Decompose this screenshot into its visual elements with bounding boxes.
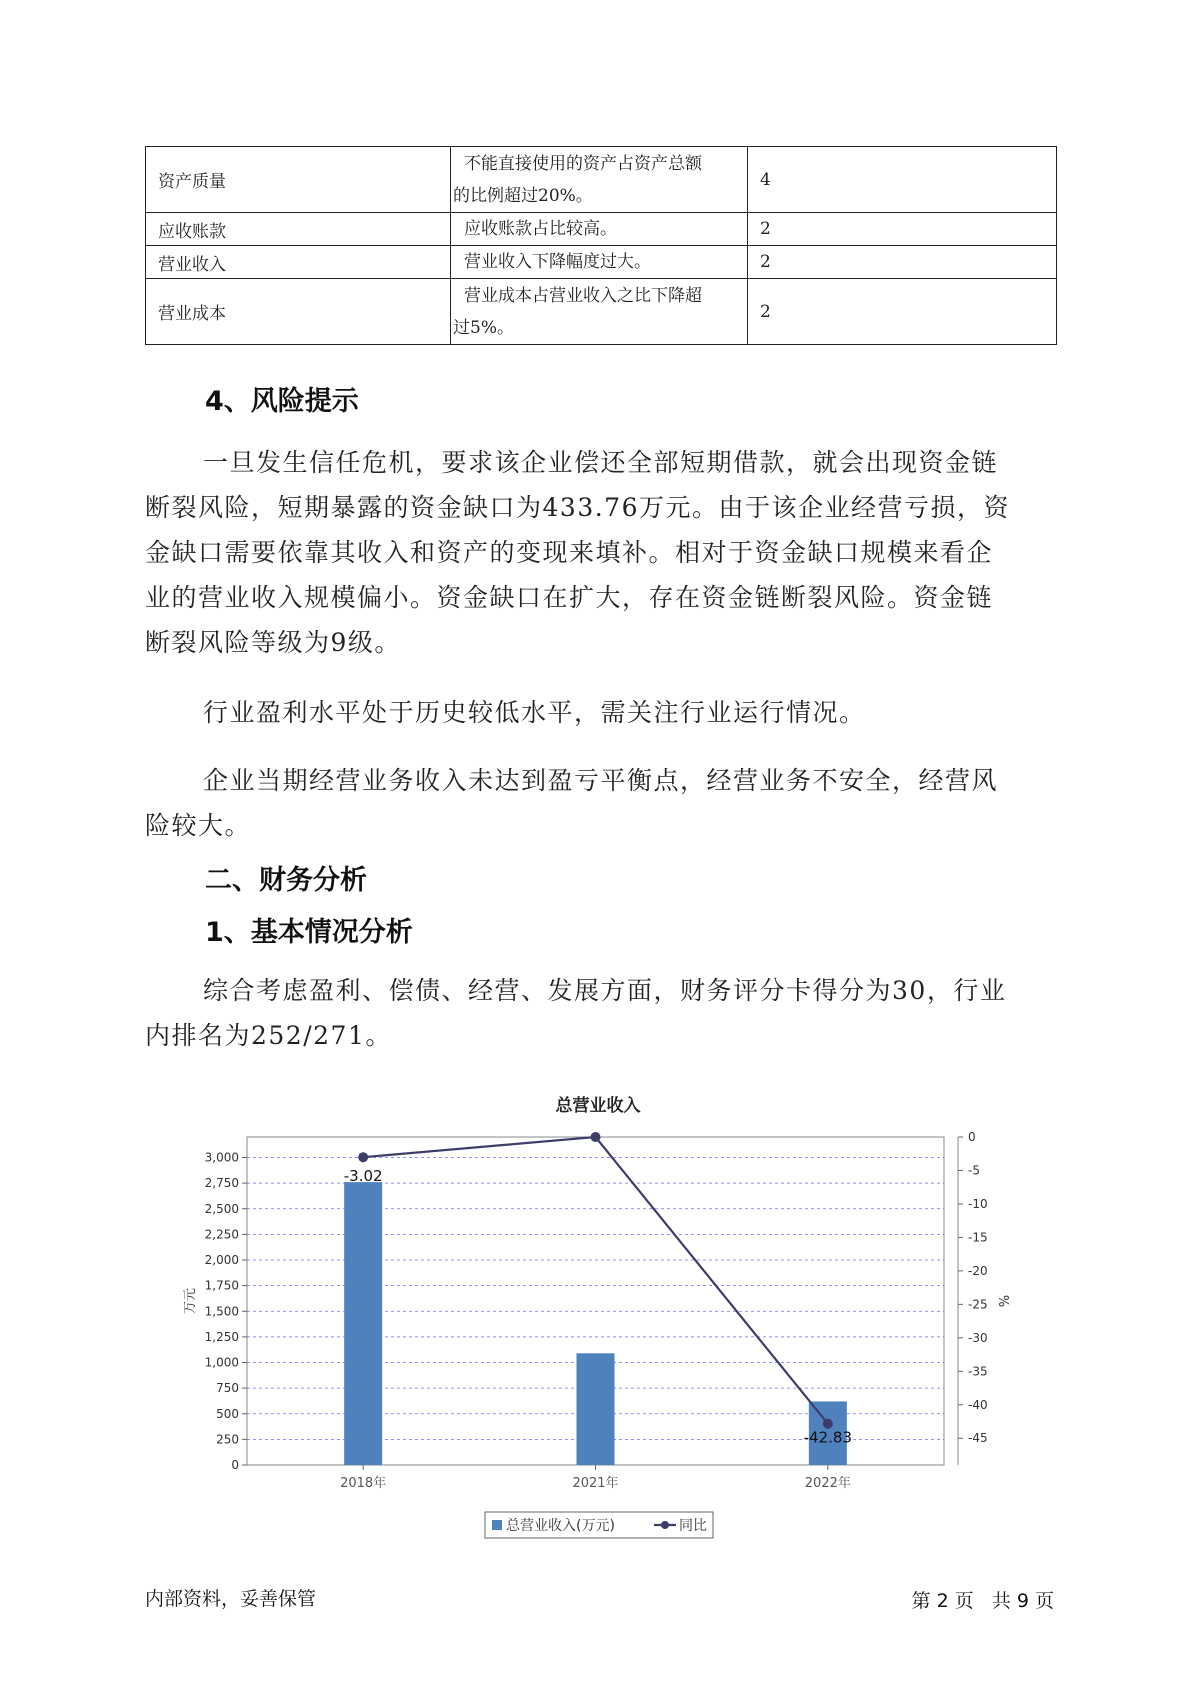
y2-tick-label: -30 xyxy=(968,1330,988,1345)
paragraph-line: 金缺口需要依靠其收入和资产的变现来填补。相对于资金缺口规模来看企 xyxy=(145,538,994,567)
risk-description-line: 营业成本占营业收入之比下降超 xyxy=(464,285,702,306)
y-tick-label: 250 xyxy=(216,1432,239,1447)
legend-label: 总营业收入(万元) xyxy=(506,1518,615,1534)
paragraph-line: 综合考虑盈利、偿债、经营、发展方面，财务评分卡得分为30，行业 xyxy=(203,976,1007,1005)
x-tick-label: 2021年 xyxy=(572,1476,619,1491)
risk-level: 2 xyxy=(748,213,1057,246)
revenue-chart xyxy=(0,1080,1191,1550)
y2-tick-label: -15 xyxy=(968,1230,988,1245)
risk-table xyxy=(145,146,1057,345)
y-axis-label: 万元 xyxy=(183,1287,198,1315)
y2-tick-label: -35 xyxy=(968,1364,988,1379)
risk-paragraph-2: 行业盈利水平处于历史较低水平，需关注行业运行情况。 xyxy=(203,698,866,727)
legend-line-marker xyxy=(661,1521,669,1529)
finance-heading: 二、财务分析 xyxy=(205,865,367,896)
line-point xyxy=(823,1419,833,1429)
data-label: -42.83 xyxy=(803,1428,853,1447)
risk-paragraph-3 xyxy=(145,758,1065,848)
bar xyxy=(577,1353,615,1465)
y2-tick-label: -40 xyxy=(968,1397,988,1412)
table-row xyxy=(146,279,1057,345)
risk-description-line: 营业收入下降幅度过大。 xyxy=(464,252,651,272)
y2-axis-label: % xyxy=(995,1294,1010,1308)
y2-tick-label: 0 xyxy=(968,1130,976,1144)
risk-level: 2 xyxy=(748,279,1057,345)
y2-tick-label: -5 xyxy=(968,1163,980,1178)
risk-description xyxy=(451,279,748,345)
y-tick-label: 2,750 xyxy=(204,1176,239,1191)
legend-bar-swatch xyxy=(492,1520,502,1530)
risk-item: 营业成本 xyxy=(146,279,451,345)
x-tick-label: 2018年 xyxy=(340,1476,387,1491)
paragraph-line: 业的营业收入规模偏小。资金缺口在扩大，存在资金链断裂风险。资金链 xyxy=(145,583,994,612)
legend-label: 同比 xyxy=(679,1518,707,1534)
risk-description xyxy=(451,147,748,213)
y-tick-label: 750 xyxy=(216,1381,239,1396)
footer-page-number: 第 2 页 共 9 页 xyxy=(911,1590,1054,1612)
y-tick-label: 2,000 xyxy=(204,1253,239,1267)
risk-item: 营业收入 xyxy=(146,246,451,279)
y2-tick-label: -10 xyxy=(968,1196,988,1211)
paragraph-line: 内排名为252/271。 xyxy=(145,1021,392,1050)
y2-tick-label: -25 xyxy=(968,1297,988,1312)
paragraph-line: 断裂风险等级为9级。 xyxy=(145,628,401,657)
y-tick-label: 2,250 xyxy=(204,1227,239,1242)
y-tick-label: 0 xyxy=(231,1458,239,1472)
risk-paragraph-1 xyxy=(145,440,1065,665)
x-tick-label: 2022年 xyxy=(804,1476,851,1491)
paragraph-line: 险较大。 xyxy=(145,811,252,840)
risk-level: 4 xyxy=(748,147,1057,213)
line-point xyxy=(591,1132,601,1142)
y2-tick-label: -45 xyxy=(968,1431,988,1446)
line-point xyxy=(358,1152,368,1162)
y-tick-label: 2,500 xyxy=(204,1201,239,1216)
paragraph-line: 企业当期经营业务收入未达到盈亏平衡点，经营业务不安全，经营风 xyxy=(203,766,999,795)
risk-level: 2 xyxy=(748,246,1057,279)
y-tick-label: 1,000 xyxy=(204,1355,239,1370)
chart-title: 总营业收入 xyxy=(555,1096,641,1116)
risk-description xyxy=(451,213,748,246)
y-tick-label: 500 xyxy=(216,1406,239,1421)
y-tick-label: 1,250 xyxy=(204,1329,239,1344)
risk-item: 应收账款 xyxy=(146,213,451,246)
risk-description-line: 应收账款占比较高。 xyxy=(464,219,617,239)
basic-paragraph xyxy=(145,968,1065,1058)
y2-tick-label: -20 xyxy=(968,1263,988,1278)
table-row xyxy=(146,147,1057,213)
table-row xyxy=(146,246,1057,279)
risk-description-line: 的比例超过20%。 xyxy=(453,185,593,206)
basic-heading: 1、基本情况分析 xyxy=(205,917,413,948)
paragraph-line: 一旦发生信任危机，要求该企业偿还全部短期借款，就会出现资金链 xyxy=(203,448,999,477)
risk-heading: 4、风险提示 xyxy=(205,386,359,417)
risk-description-line: 不能直接使用的资产占资产总额 xyxy=(464,153,702,174)
y-tick-label: 1,500 xyxy=(204,1304,239,1319)
y-tick-label: 1,750 xyxy=(204,1278,239,1293)
data-label: -3.02 xyxy=(343,1167,383,1186)
risk-description-line: 过5%。 xyxy=(453,317,514,338)
footer-confidential: 内部资料，妥善保管 xyxy=(145,1588,317,1610)
bar xyxy=(344,1182,382,1465)
table-row xyxy=(146,213,1057,246)
risk-item: 资产质量 xyxy=(146,147,451,213)
paragraph-line: 断裂风险，短期暴露的资金缺口为433.76万元。由于该企业经营亏损，资 xyxy=(145,493,1010,522)
y-tick-label: 3,000 xyxy=(204,1150,239,1165)
risk-description xyxy=(451,246,748,279)
